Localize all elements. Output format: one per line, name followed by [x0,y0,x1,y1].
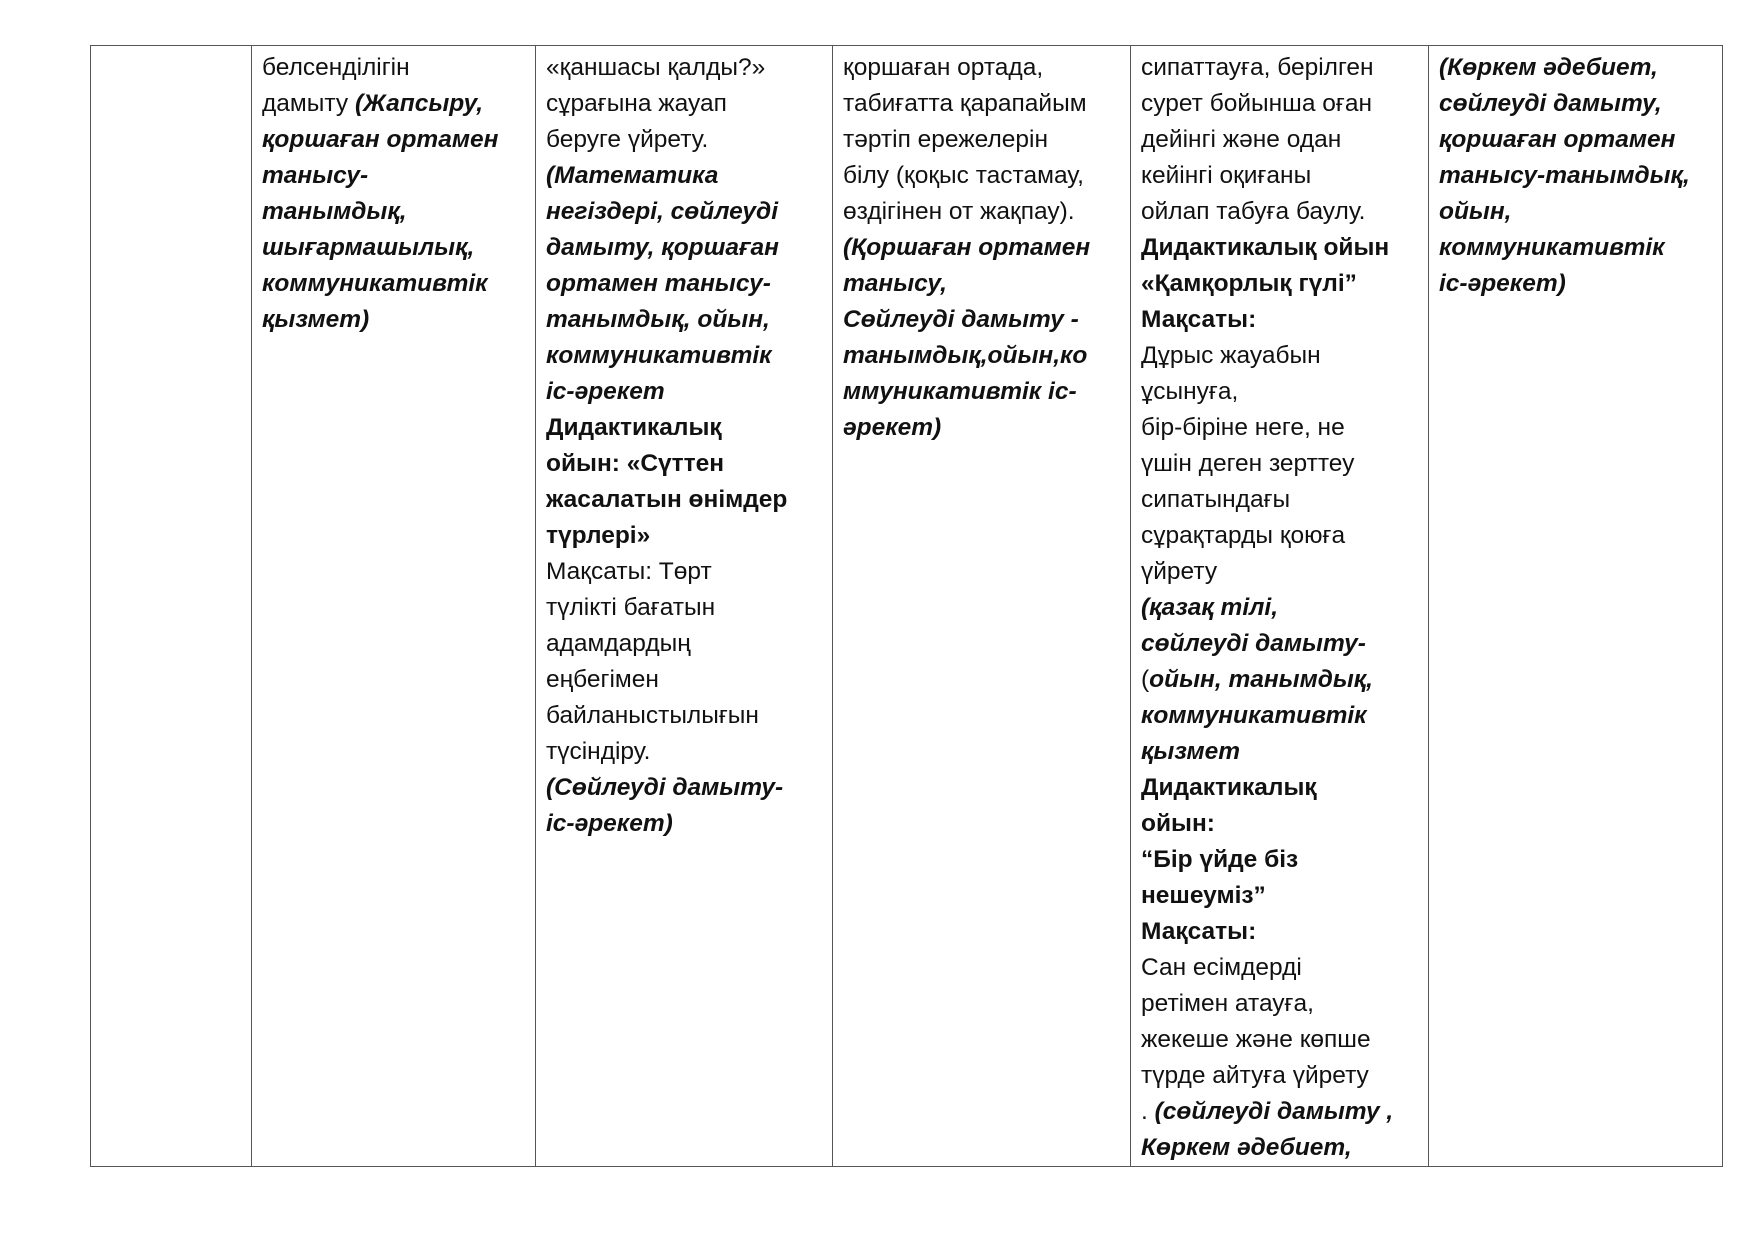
text-line [843,302,1120,338]
text-line [1141,770,1418,806]
text-run: іс-әрекет) [546,810,673,837]
text-line [1439,194,1712,230]
text-run: сөйлеуді дамыту, [1439,90,1662,117]
text-line [843,266,1120,302]
text-run: танымдық, [262,198,407,225]
text-run: ретімен атауға, [1141,990,1314,1017]
table-row [91,46,1723,1167]
text-run: түрде айтуға үйрету [1141,1062,1369,1089]
text-line [546,86,822,122]
text-run: қоршаған ортамен [1439,126,1676,153]
text-line [1141,950,1418,986]
text-run: дамыту [262,90,355,117]
text-line [262,158,525,194]
text-line [546,734,822,770]
text-run: дейінгі және одан [1141,126,1342,153]
text-run: ммуникативтік іс- [843,378,1077,405]
text-line [262,122,525,158]
text-run: бір-біріне неге, не [1141,414,1345,441]
text-run: іс-әрекет) [1439,270,1566,297]
text-run: еңбегімен [546,666,659,693]
text-line [1141,374,1418,410]
text-line [1141,662,1418,698]
text-line [843,122,1120,158]
text-run: ойын: [1141,810,1215,837]
text-run: (сөйлеуді дамыту , [1154,1098,1394,1125]
text-line [262,230,525,266]
text-run: шығармашылық, [262,234,475,261]
text-run: Дидактикалық ойын [1141,234,1390,261]
text-line [262,194,525,230]
text-line [1439,122,1712,158]
text-run: ортамен танысу- [546,270,771,297]
text-run: жекеше және көпше [1141,1026,1371,1053]
text-run: Мақсаты: Төрт [546,558,712,585]
text-run: тәртіп ережелерін [843,126,1048,153]
text-line [546,626,822,662]
table-cell [1429,46,1723,1167]
text-line [546,266,822,302]
table-cell [833,46,1131,1167]
text-line [1141,698,1418,734]
text-line [546,662,822,698]
text-run: сұрағына жауап [546,90,727,117]
text-run: танысу, [843,270,947,297]
text-run: үшін деген зерттеу [1141,450,1355,477]
text-line [1141,986,1418,1022]
text-run: үйрету [1141,558,1218,585]
text-line [843,338,1120,374]
text-line [1141,86,1418,122]
plan-table [90,45,1723,1167]
text-line [1141,734,1418,770]
text-line [1141,914,1418,950]
text-line [546,302,822,338]
text-run: . [1141,1098,1155,1125]
text-run: (Көркем әдебиет, [1439,54,1658,81]
text-run: беруге үйрету. [546,126,709,153]
text-line [1439,86,1712,122]
text-run: жасалатын өнімдер [546,486,788,513]
text-run: өздігінен от жақпау). [843,198,1075,225]
text-run: ойлап табуға баулу. [1141,198,1366,225]
text-run: Мақсаты: [1141,306,1257,333]
text-run: қызмет) [262,306,370,333]
text-run: белсенділігін [262,54,410,81]
text-line [1141,1094,1418,1130]
text-line [1141,338,1418,374]
text-line [546,410,822,446]
text-run: сипатындағы [1141,486,1291,513]
text-line [1439,266,1712,302]
text-line [843,410,1120,446]
text-line [1141,1022,1418,1058]
text-run: ойын: «Сүттен [546,450,725,477]
text-line [262,86,525,122]
text-line [843,158,1120,194]
text-run: Дидактикалық [1141,774,1317,801]
text-run: «Қамқорлық гүлі” [1141,270,1357,297]
text-run: қызмет [1141,738,1241,765]
text-line [843,86,1120,122]
text-line [1141,266,1418,302]
text-run: «қаншасы қалды?» [546,54,766,81]
text-run: коммуникативтік [262,270,488,297]
text-run: коммуникативтік [1141,702,1367,729]
text-run: (Қоршаған ортамен [843,234,1091,261]
text-line [546,590,822,626]
text-line [1141,482,1418,518]
text-line [843,230,1120,266]
text-line [546,770,822,806]
text-run: Дидактикалық [546,414,722,441]
text-run: танымдық, ойын, [546,306,770,333]
text-line [1141,122,1418,158]
text-line [546,338,822,374]
text-line [262,50,525,86]
text-line [1141,50,1418,86]
text-run: сөйлеуді дамыту- [1141,630,1366,657]
text-run: ойын, танымдық, [1149,666,1373,693]
text-run: нешеуміз” [1141,882,1266,909]
text-line [1141,590,1418,626]
text-line [1141,410,1418,446]
text-run: түсіндіру. [546,738,651,765]
table-cell [91,46,252,1167]
text-run: сурет бойынша оған [1141,90,1372,117]
text-run: іс-әрекет [546,378,665,405]
text-line [1141,302,1418,338]
text-run: “Бір үйде біз [1141,846,1299,873]
text-run: дамыту, қоршаған [546,234,779,261]
text-run: қоршаған ортамен [262,126,499,153]
text-line [843,194,1120,230]
text-run: кейінгі оқиғаны [1141,162,1312,189]
text-run: танымдық,ойын,ко [843,342,1088,369]
text-line [546,122,822,158]
text-line [1141,158,1418,194]
text-line [1439,158,1712,194]
text-line [1141,842,1418,878]
text-line [1141,1130,1418,1166]
text-line [1141,626,1418,662]
text-line [546,230,822,266]
text-line [1141,1058,1418,1094]
text-line [546,50,822,86]
text-run: (Математика [546,162,719,189]
text-run: әрекет) [843,414,942,441]
text-run: табиғатта қарапайым [843,90,1087,117]
text-run: коммуникативтік [546,342,772,369]
text-line [262,266,525,302]
text-line [546,158,822,194]
text-line [1141,806,1418,842]
text-line [546,446,822,482]
text-run: Сөйлеуді дамыту - [843,306,1079,333]
text-line [1141,878,1418,914]
text-run: Дұрыс жауабын [1141,342,1321,369]
table-cell [536,46,833,1167]
text-line [546,698,822,734]
text-run: негіздері, сөйлеуді [546,198,778,225]
text-run: коммуникативтік [1439,234,1665,261]
text-run: танысу-танымдық, [1439,162,1690,189]
text-line [1439,50,1712,86]
text-run: байланыстылығын [546,702,759,729]
text-line [546,806,822,842]
text-line [546,194,822,230]
text-line [546,518,822,554]
text-run: Көркем әдебиет, [1141,1134,1352,1161]
text-run: ұсынуға, [1141,378,1239,405]
text-run: (Сөйлеуді дамыту- [546,774,784,801]
text-line [1141,194,1418,230]
text-line [546,374,822,410]
table-cell [252,46,536,1167]
text-run: қоршаған ортада, [843,54,1044,81]
text-run: сипаттауға, берілген [1141,54,1374,81]
text-run: сұрақтарды қоюға [1141,522,1346,549]
text-run: (қазақ тілі, [1141,594,1278,621]
text-line [843,374,1120,410]
text-run: ( [1141,666,1150,693]
text-run: танысу- [262,162,369,189]
text-run: ойын, [1439,198,1512,225]
text-line [843,50,1120,86]
text-line [262,302,525,338]
text-line [1141,446,1418,482]
text-line [546,554,822,590]
text-run: түлікті бағатын [546,594,716,621]
text-line [546,482,822,518]
text-line [1141,518,1418,554]
text-run: (Жапсыру, [354,90,484,117]
table-cell [1131,46,1429,1167]
text-run: түрлері» [546,522,651,549]
text-run: білу (қоқыс тастамау, [843,162,1084,189]
text-run: Сан есімдерді [1141,954,1302,981]
text-line [1439,230,1712,266]
text-run: адамдардың [546,630,691,657]
text-run: Мақсаты: [1141,918,1257,945]
text-line [1141,230,1418,266]
text-line [1141,554,1418,590]
